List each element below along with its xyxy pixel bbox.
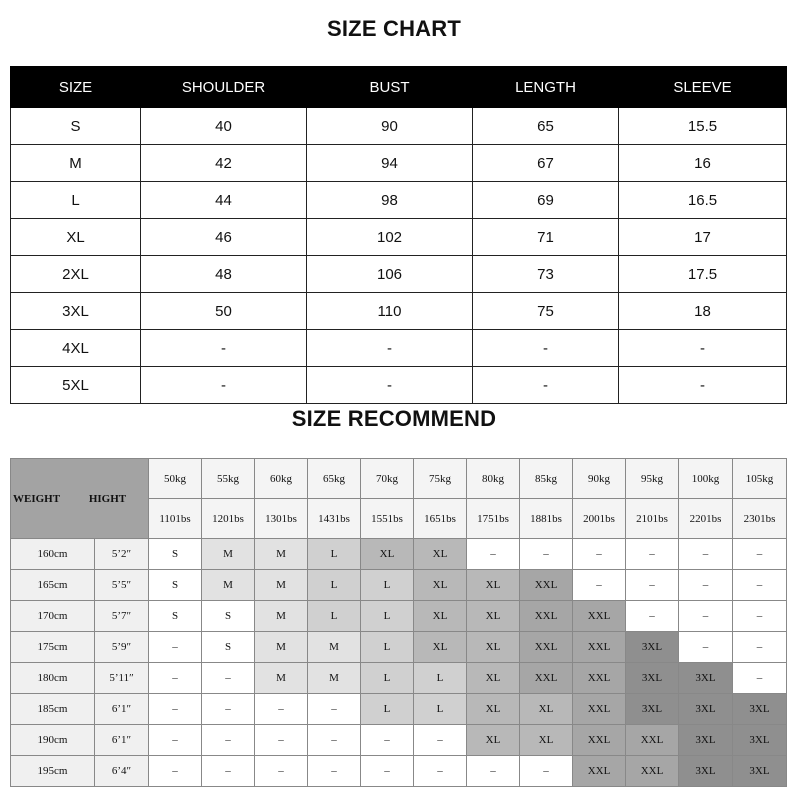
recommended-size-cell: 3XL — [626, 632, 679, 663]
weight-lbs-cell: 1881bs — [520, 499, 573, 539]
recommended-size-cell: L — [308, 601, 361, 632]
header-bust: BUST — [307, 67, 473, 108]
height-cm-cell: 190cm — [11, 725, 95, 756]
recommended-size-cell: XXL — [520, 601, 573, 632]
recommended-size-cell: – — [679, 632, 733, 663]
height-ft-cell: 5’11″ — [95, 663, 149, 694]
corner-cell — [11, 459, 149, 539]
weight-kg-row — [11, 459, 787, 499]
corner-height-label: HIGHT — [88, 492, 127, 505]
weight-kg-cell: 70kg — [361, 459, 414, 499]
recommended-size-cell: L — [414, 663, 467, 694]
recommended-size-cell: – — [202, 663, 255, 694]
height-row — [11, 694, 787, 725]
measurement-cell: 65 — [473, 108, 619, 145]
size-label-cell: 2XL — [11, 256, 141, 293]
recommended-size-cell: L — [308, 570, 361, 601]
recommended-size-cell: 3XL — [626, 694, 679, 725]
header-length: LENGTH — [473, 67, 619, 108]
height-ft-cell: 6’1″ — [95, 725, 149, 756]
height-row — [11, 725, 787, 756]
measurement-cell: 73 — [473, 256, 619, 293]
recommended-size-cell: XL — [467, 663, 520, 694]
recommended-size-cell: XXL — [626, 756, 679, 787]
recommended-size-cell: XXL — [573, 725, 626, 756]
recommended-size-cell: – — [414, 756, 467, 787]
measurement-cell: - — [141, 330, 307, 367]
measurement-cell: 106 — [307, 256, 473, 293]
recommended-size-cell: XL — [467, 632, 520, 663]
recommended-size-cell: XXL — [626, 725, 679, 756]
recommended-size-cell: – — [733, 601, 787, 632]
size-chart-table — [10, 66, 787, 404]
measurement-cell: 40 — [141, 108, 307, 145]
measurement-cell: 16.5 — [619, 182, 787, 219]
recommended-size-cell: M — [255, 632, 308, 663]
weight-lbs-cell: 1101bs — [149, 499, 202, 539]
recommended-size-cell: – — [202, 756, 255, 787]
weight-kg-cell: 100kg — [679, 459, 733, 499]
size-chart-row — [11, 145, 787, 182]
measurement-cell: 75 — [473, 293, 619, 330]
height-ft-cell: 6’1″ — [95, 694, 149, 725]
recommended-size-cell: L — [361, 601, 414, 632]
header-shoulder: SHOULDER — [141, 67, 307, 108]
size-chart-row — [11, 330, 787, 367]
recommended-size-cell: – — [308, 694, 361, 725]
height-row — [11, 570, 787, 601]
recommended-size-cell: L — [361, 663, 414, 694]
recommended-size-cell: XL — [467, 601, 520, 632]
recommended-size-cell: 3XL — [733, 694, 787, 725]
height-ft-cell: 5’7″ — [95, 601, 149, 632]
measurement-cell: 102 — [307, 219, 473, 256]
measurement-cell: 69 — [473, 182, 619, 219]
measurement-cell: - — [307, 330, 473, 367]
recommended-size-cell: 3XL — [679, 756, 733, 787]
size-label-cell: 5XL — [11, 367, 141, 404]
weight-lbs-cell: 2101bs — [626, 499, 679, 539]
header-size: SIZE — [11, 67, 141, 108]
size-label-cell: 4XL — [11, 330, 141, 367]
recommended-size-cell: – — [573, 570, 626, 601]
recommended-size-cell: XL — [520, 694, 573, 725]
recommended-size-cell: S — [202, 601, 255, 632]
recommended-size-cell: – — [467, 756, 520, 787]
measurement-cell: 50 — [141, 293, 307, 330]
measurement-cell: - — [619, 330, 787, 367]
weight-lbs-cell: 1651bs — [414, 499, 467, 539]
recommended-size-cell: XXL — [520, 570, 573, 601]
measurement-cell: 16 — [619, 145, 787, 182]
height-ft-cell: 5’9″ — [95, 632, 149, 663]
size-label-cell: S — [11, 108, 141, 145]
corner-weight-label: WEIGHT — [13, 492, 61, 505]
recommended-size-cell: XXL — [520, 632, 573, 663]
recommended-size-cell: S — [149, 601, 202, 632]
recommended-size-cell: – — [467, 539, 520, 570]
measurement-cell: 90 — [307, 108, 473, 145]
recommended-size-cell: M — [255, 570, 308, 601]
weight-lbs-cell: 1751bs — [467, 499, 520, 539]
recommended-size-cell: M — [308, 632, 361, 663]
recommended-size-cell: M — [255, 601, 308, 632]
recommended-size-cell: – — [573, 539, 626, 570]
height-cm-cell: 170cm — [11, 601, 95, 632]
weight-kg-cell: 105kg — [733, 459, 787, 499]
recommended-size-cell: L — [308, 539, 361, 570]
recommended-size-cell: M — [255, 663, 308, 694]
weight-lbs-cell: 1431bs — [308, 499, 361, 539]
size-chart-row — [11, 182, 787, 219]
recommended-size-cell: – — [679, 570, 733, 601]
header-sleeve: SLEEVE — [619, 67, 787, 108]
measurement-cell: 42 — [141, 145, 307, 182]
height-ft-cell: 5’2″ — [95, 539, 149, 570]
weight-lbs-cell: 1301bs — [255, 499, 308, 539]
recommended-size-cell: – — [733, 539, 787, 570]
recommended-size-cell: 3XL — [626, 663, 679, 694]
measurement-cell: 44 — [141, 182, 307, 219]
recommended-size-cell: XL — [414, 601, 467, 632]
recommended-size-cell: XXL — [573, 632, 626, 663]
recommended-size-cell: XL — [414, 632, 467, 663]
weight-kg-cell: 85kg — [520, 459, 573, 499]
height-row — [11, 539, 787, 570]
recommended-size-cell: – — [202, 725, 255, 756]
size-chart-row — [11, 256, 787, 293]
size-label-cell: XL — [11, 219, 141, 256]
measurement-cell: 98 — [307, 182, 473, 219]
weight-kg-cell: 50kg — [149, 459, 202, 499]
weight-lbs-cell: 2001bs — [573, 499, 626, 539]
recommended-size-cell: – — [149, 694, 202, 725]
recommended-size-cell: XXL — [573, 756, 626, 787]
weight-lbs-cell: 2301bs — [733, 499, 787, 539]
measurement-cell: 15.5 — [619, 108, 787, 145]
weight-kg-cell: 60kg — [255, 459, 308, 499]
recommended-size-cell: L — [361, 570, 414, 601]
measurement-cell: 46 — [141, 219, 307, 256]
height-row — [11, 632, 787, 663]
measurement-cell: 48 — [141, 256, 307, 293]
recommended-size-cell: 3XL — [679, 725, 733, 756]
height-cm-cell: 160cm — [11, 539, 95, 570]
recommended-size-cell: – — [733, 570, 787, 601]
height-ft-cell: 5’5″ — [95, 570, 149, 601]
recommended-size-cell: L — [414, 694, 467, 725]
recommended-size-cell: – — [626, 570, 679, 601]
recommended-size-cell: M — [255, 539, 308, 570]
recommended-size-cell: 3XL — [733, 725, 787, 756]
height-row — [11, 756, 787, 787]
recommended-size-cell: XXL — [573, 694, 626, 725]
height-cm-cell: 180cm — [11, 663, 95, 694]
recommended-size-cell: XL — [361, 539, 414, 570]
recommended-size-cell: – — [149, 663, 202, 694]
weight-kg-cell: 95kg — [626, 459, 679, 499]
recommended-size-cell: – — [679, 539, 733, 570]
recommended-size-cell: – — [626, 539, 679, 570]
recommended-size-cell: XL — [414, 570, 467, 601]
recommended-size-cell: XL — [467, 694, 520, 725]
measurement-cell: 71 — [473, 219, 619, 256]
weight-lbs-cell: 1201bs — [202, 499, 255, 539]
size-chart-header-row — [11, 67, 787, 108]
size-label-cell: L — [11, 182, 141, 219]
size-chart-row — [11, 108, 787, 145]
height-ft-cell: 6’4″ — [95, 756, 149, 787]
measurement-cell: 110 — [307, 293, 473, 330]
recommended-size-cell: L — [361, 632, 414, 663]
recommended-size-cell: 3XL — [679, 663, 733, 694]
recommended-size-cell: 3XL — [679, 694, 733, 725]
recommended-size-cell: – — [626, 601, 679, 632]
recommended-size-cell: M — [202, 570, 255, 601]
weight-lbs-cell: 2201bs — [679, 499, 733, 539]
measurement-cell: - — [473, 367, 619, 404]
recommended-size-cell: M — [202, 539, 255, 570]
recommended-size-cell: XL — [467, 570, 520, 601]
recommended-size-cell: XL — [414, 539, 467, 570]
measurement-cell: 18 — [619, 293, 787, 330]
recommended-size-cell: – — [679, 601, 733, 632]
size-label-cell: 3XL — [11, 293, 141, 330]
measurement-cell: 67 — [473, 145, 619, 182]
recommended-size-cell: S — [149, 570, 202, 601]
recommended-size-cell: – — [308, 756, 361, 787]
recommended-size-cell: – — [149, 632, 202, 663]
recommended-size-cell: XXL — [520, 663, 573, 694]
size-chart-row — [11, 367, 787, 404]
recommended-size-cell: – — [414, 725, 467, 756]
recommended-size-cell: – — [255, 694, 308, 725]
weight-kg-cell: 80kg — [467, 459, 520, 499]
height-cm-cell: 185cm — [11, 694, 95, 725]
recommended-size-cell: – — [520, 756, 573, 787]
recommended-size-cell: – — [733, 663, 787, 694]
size-chart-row — [11, 219, 787, 256]
height-row — [11, 663, 787, 694]
size-chart-row — [11, 293, 787, 330]
recommended-size-cell: XL — [520, 725, 573, 756]
recommended-size-cell: XL — [467, 725, 520, 756]
measurement-cell: - — [307, 367, 473, 404]
height-cm-cell: 195cm — [11, 756, 95, 787]
recommended-size-cell: 3XL — [733, 756, 787, 787]
measurement-cell: - — [141, 367, 307, 404]
recommended-size-cell: – — [149, 725, 202, 756]
recommended-size-cell: S — [202, 632, 255, 663]
height-cm-cell: 165cm — [11, 570, 95, 601]
measurement-cell: - — [619, 367, 787, 404]
recommended-size-cell: XXL — [573, 601, 626, 632]
recommended-size-cell: – — [361, 725, 414, 756]
recommended-size-cell: – — [520, 539, 573, 570]
recommended-size-cell: XXL — [573, 663, 626, 694]
measurement-cell: 17 — [619, 219, 787, 256]
size-chart-title: SIZE CHART — [327, 16, 461, 41]
height-row — [11, 601, 787, 632]
recommended-size-cell: – — [733, 632, 787, 663]
weight-lbs-cell: 1551bs — [361, 499, 414, 539]
weight-kg-cell: 55kg — [202, 459, 255, 499]
size-recommend-table — [10, 458, 787, 787]
recommended-size-cell: – — [255, 725, 308, 756]
height-cm-cell: 175cm — [11, 632, 95, 663]
recommended-size-cell: – — [202, 694, 255, 725]
weight-kg-cell: 65kg — [308, 459, 361, 499]
recommended-size-cell: L — [361, 694, 414, 725]
recommended-size-cell: S — [149, 539, 202, 570]
size-recommend-title: SIZE RECOMMEND — [291, 406, 497, 431]
recommended-size-cell: – — [255, 756, 308, 787]
measurement-cell: 94 — [307, 145, 473, 182]
measurement-cell: - — [473, 330, 619, 367]
size-label-cell: M — [11, 145, 141, 182]
measurement-cell: 17.5 — [619, 256, 787, 293]
weight-kg-cell: 75kg — [414, 459, 467, 499]
weight-kg-cell: 90kg — [573, 459, 626, 499]
recommended-size-cell: – — [361, 756, 414, 787]
recommended-size-cell: – — [308, 725, 361, 756]
recommended-size-cell: – — [149, 756, 202, 787]
recommended-size-cell: M — [308, 663, 361, 694]
